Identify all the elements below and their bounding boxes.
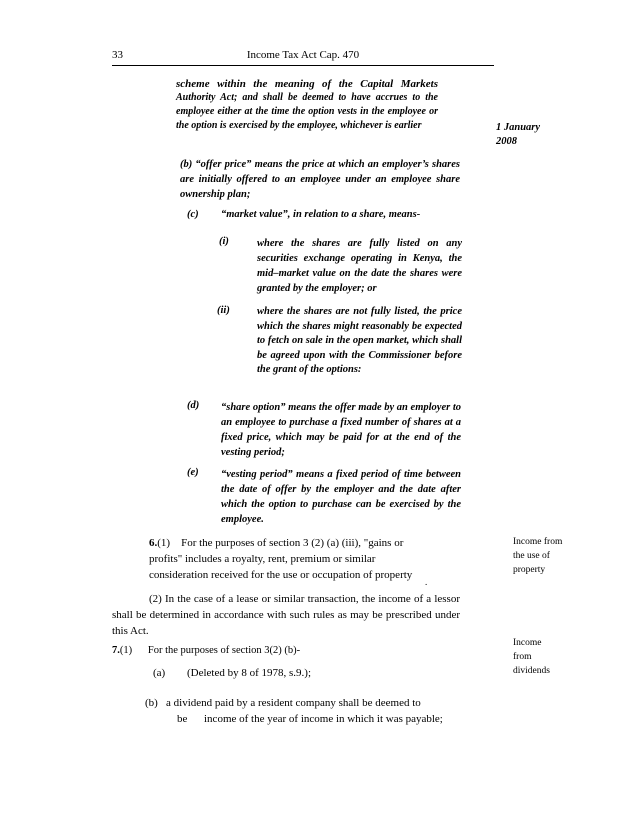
definition-e-label: (e) xyxy=(187,467,199,478)
definition-market-value: “market value”, in relation to a share, means- xyxy=(221,209,421,220)
header-rule xyxy=(112,65,494,66)
margin-note-1-line-1: Income from xyxy=(513,537,563,547)
definition-ii-label: (ii) xyxy=(217,305,230,316)
definition-vesting-period: “vesting period” means a fixed period of time between the date of offer by the employer and the date after which the option to purchase can be exercised by the employee. xyxy=(221,469,461,525)
section-7-b-line-2: income of the year of income in which it was payable; xyxy=(204,713,443,725)
section-6-sub-1: (1) xyxy=(157,537,171,549)
section-6-2 xyxy=(112,591,460,639)
margin-note-2-line-1: Income xyxy=(513,638,542,648)
date-note-line-1: 1 January xyxy=(496,122,541,133)
section-7-b-be: be xyxy=(177,713,188,725)
section-7-b-label: (b) xyxy=(145,697,158,709)
definition-ii-text: where the shares are not fully listed, the price which the shares might reasonably be expected to fetch on sale in the open market, which shall be agreed upon with the Commissioner before the grant of the options: xyxy=(257,306,462,375)
section-6-2-text: (2) In the case of a lease or similar transaction, the income of a lessor shall be determined in accordance with such rules as may be prescribed under this Act. xyxy=(112,593,460,637)
section-7-a-text: (Deleted by 8 of 1978, s.9.); xyxy=(187,667,312,679)
section-7-1 xyxy=(112,645,300,656)
margin-note-income-from-property xyxy=(513,535,562,577)
page-number: 33 xyxy=(112,49,123,61)
margin-note-1-line-3: property xyxy=(513,565,546,575)
date-note-line-2: 2008 xyxy=(496,136,517,147)
margin-note-1-line-2: the use of xyxy=(513,551,550,561)
running-head: Income Tax Act Cap. 470 xyxy=(246,49,360,61)
section-7-a-label: (a) xyxy=(153,667,166,679)
definition-i-text: where the shares are fully listed on any securities exchange operating in Kenya, the mid–market value on the date the shares were granted by the employer; or xyxy=(257,238,462,294)
scheme-paragraph xyxy=(176,77,438,133)
definition-offer-price: (b) “offer price” means the price at which an employer’s shares are initially offered to an employee under an employee share ownership plan; xyxy=(180,159,460,200)
section-7-number: 7. xyxy=(112,645,120,656)
definition-i-label: (i) xyxy=(219,236,229,247)
section-6-1 xyxy=(149,535,439,583)
date-note xyxy=(496,121,540,149)
scheme-paragraph-rest: Authority Act; and shall be deemed to have accrues to the employee either at the time the option vests in the employee or the option is exercised by the employee, whichever is earlier xyxy=(176,92,438,131)
section-6-dot: . xyxy=(425,577,428,587)
section-7-intro: For the purposes of section 3(2) (b)- xyxy=(147,645,301,656)
section-6-1-text-1: For the purposes of section 3 (2) (a) (iii), "gains or xyxy=(181,537,404,549)
definition-d-label: (d) xyxy=(187,400,200,411)
margin-note-income-from-dividends xyxy=(513,636,550,678)
section-6-1-line-3: consideration received for the use or occupation of property xyxy=(149,569,413,581)
definition-share-option: “share option” means the offer made by an employer to an employee to purchase a fixed number of shares at a fixed price, which may be paid for at the end of the vesting period; xyxy=(221,402,461,458)
margin-note-2-line-2: from xyxy=(513,652,532,662)
section-7-sub-1: (1) xyxy=(119,645,133,656)
section-6-1-line-1 xyxy=(149,535,439,551)
definition-c-label: (c) xyxy=(187,209,199,220)
scheme-paragraph-line-1: scheme within the meaning of the Capital Markets xyxy=(176,78,438,90)
section-7-b-line-1: a dividend paid by a resident company shall be deemed to xyxy=(166,697,421,709)
section-6-1-line-2: profits" includes a royalty, rent, premium or similar xyxy=(149,553,376,565)
margin-note-2-line-3: dividends xyxy=(513,666,550,676)
section-6-number: 6. xyxy=(149,537,158,549)
